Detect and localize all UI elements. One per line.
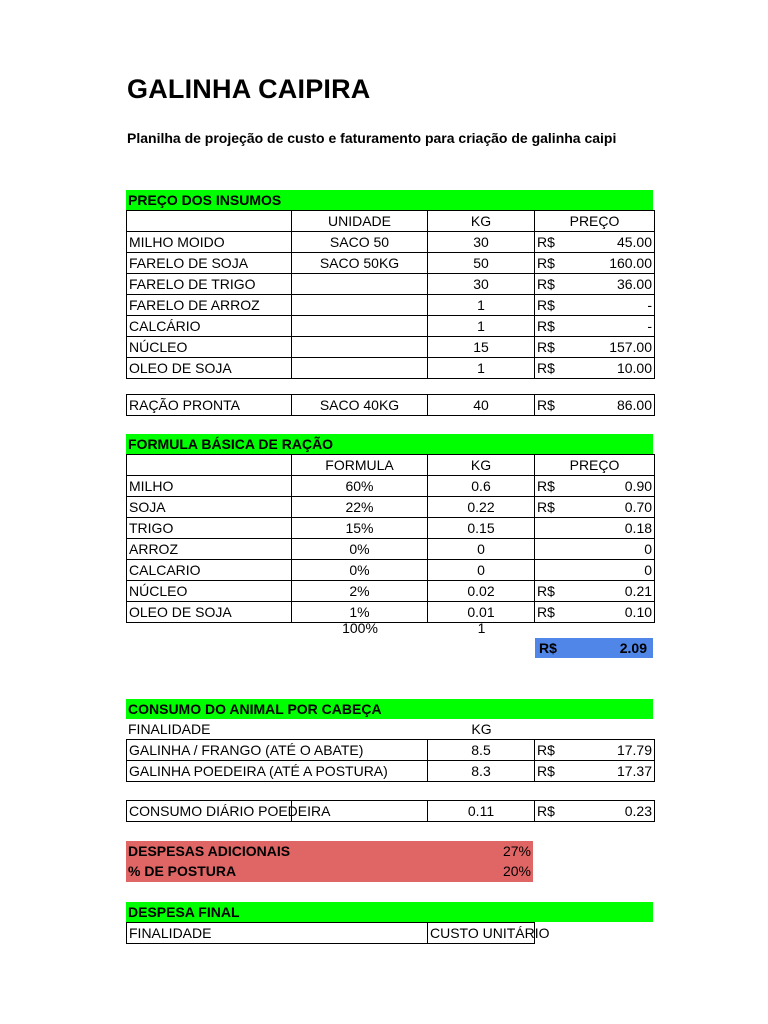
insumos-preco: 157.00 bbox=[575, 337, 655, 358]
formula-section-header: FORMULA BÁSICA DE RAÇÃO bbox=[126, 434, 653, 454]
insumos-row bbox=[127, 295, 655, 316]
formula-item: CALCARIO bbox=[127, 560, 292, 581]
formula-currency: R$ bbox=[535, 476, 575, 497]
insumos-item: FARELO DE TRIGO bbox=[127, 274, 292, 295]
formula-item: SOJA bbox=[127, 497, 292, 518]
formula-percent: 15% bbox=[292, 518, 428, 539]
insumos-unidade bbox=[292, 358, 428, 379]
consumo-preco: 17.79 bbox=[575, 740, 655, 761]
formula-percent: 22% bbox=[292, 497, 428, 518]
despesas-adicionais-row bbox=[128, 841, 531, 861]
consumo-row bbox=[127, 761, 655, 782]
despesa-final-col-finalidade: FINALIDADE bbox=[127, 923, 428, 944]
formula-currency: R$ bbox=[535, 497, 575, 518]
formula-total-percent: 100% bbox=[342, 620, 378, 636]
insumos-currency: R$ bbox=[535, 295, 575, 316]
formula-kg: 0 bbox=[428, 560, 535, 581]
formula-percent: 0% bbox=[292, 560, 428, 581]
consumo-row bbox=[127, 740, 655, 761]
formula-preco: 0.90 bbox=[575, 476, 655, 497]
insumos-currency: R$ bbox=[535, 232, 575, 253]
insumos-kg: 1 bbox=[428, 316, 535, 337]
insumos-col-unidade: UNIDADE bbox=[292, 211, 428, 232]
formula-percent: 0% bbox=[292, 539, 428, 560]
formula-total-kg: 1 bbox=[477, 620, 486, 636]
adicionais-band bbox=[126, 841, 533, 882]
insumos-row bbox=[127, 232, 655, 253]
insumos-currency: R$ bbox=[535, 316, 575, 337]
page-subtitle: Planilha de projeção de custo e faturamento para criação de galinha caipi bbox=[127, 130, 617, 146]
formula-kg: 0.01 bbox=[428, 602, 535, 623]
consumo-currency: R$ bbox=[535, 740, 575, 761]
formula-row bbox=[127, 518, 655, 539]
insumos-unidade bbox=[292, 316, 428, 337]
formula-kg: 0.6 bbox=[428, 476, 535, 497]
insumos-col-kg: KG bbox=[428, 211, 535, 232]
formula-currency bbox=[535, 539, 575, 560]
insumos-item: MILHO MOIDO bbox=[127, 232, 292, 253]
insumos-row bbox=[127, 316, 655, 337]
consumo-col-finalidade: FINALIDADE bbox=[128, 721, 211, 737]
formula-percent: 60% bbox=[292, 476, 428, 497]
formula-item: ARROZ bbox=[127, 539, 292, 560]
formula-item: OLEO DE SOJA bbox=[127, 602, 292, 623]
despesas-adicionais-value: 27% bbox=[502, 843, 531, 859]
consumo-item: GALINHA / FRANGO (ATÉ O ABATE) bbox=[127, 740, 428, 761]
consumo-table bbox=[126, 739, 655, 782]
formula-currency bbox=[535, 560, 575, 581]
racao-pronta-preco: 86.00 bbox=[575, 395, 655, 416]
insumos-unidade: SACO 50KG bbox=[292, 253, 428, 274]
insumos-kg: 15 bbox=[428, 337, 535, 358]
formula-kg: 0.22 bbox=[428, 497, 535, 518]
racao-pronta-unidade: SACO 40KG bbox=[292, 395, 428, 416]
formula-preco: 0 bbox=[575, 560, 655, 581]
formula-item: TRIGO bbox=[127, 518, 292, 539]
formula-currency: R$ bbox=[535, 581, 575, 602]
insumos-col-preco: PREÇO bbox=[535, 211, 655, 232]
formula-row bbox=[127, 539, 655, 560]
despesas-adicionais-label: DESPESAS ADICIONAIS bbox=[128, 843, 291, 859]
formula-kg: 0.15 bbox=[428, 518, 535, 539]
formula-preco: 0.70 bbox=[575, 497, 655, 518]
racao-pronta-table bbox=[126, 394, 655, 416]
consumo-preco: 17.37 bbox=[575, 761, 655, 782]
insumos-preco: 45.00 bbox=[575, 232, 655, 253]
racao-pronta-kg: 40 bbox=[428, 395, 535, 416]
formula-kg: 0 bbox=[428, 539, 535, 560]
insumos-unidade bbox=[292, 337, 428, 358]
despesa-final-table bbox=[126, 922, 550, 944]
insumos-kg: 1 bbox=[428, 358, 535, 379]
formula-item: NÚCLEO bbox=[127, 581, 292, 602]
consumo-diario-table bbox=[126, 800, 655, 822]
formula-total-currency: R$ bbox=[539, 640, 557, 656]
insumos-row bbox=[127, 337, 655, 358]
formula-preco: 0 bbox=[575, 539, 655, 560]
insumos-unidade bbox=[292, 295, 428, 316]
postura-label: % DE POSTURA bbox=[128, 863, 237, 879]
consumo-diario-row bbox=[127, 801, 655, 822]
insumos-section-header: PREÇO DOS INSUMOS bbox=[126, 190, 653, 210]
consumo-diario-item: CONSUMO DIÁRIO POEDEIRA bbox=[127, 801, 292, 822]
insumos-preco: 160.00 bbox=[575, 253, 655, 274]
formula-currency: R$ bbox=[535, 602, 575, 623]
insumos-item: NÚCLEO bbox=[127, 337, 292, 358]
formula-preco: 0.18 bbox=[575, 518, 655, 539]
formula-preco: 0.21 bbox=[575, 581, 655, 602]
formula-col-kg: KG bbox=[428, 455, 535, 476]
insumos-row bbox=[127, 358, 655, 379]
consumo-kg: 8.5 bbox=[428, 740, 535, 761]
formula-col-formula: FORMULA bbox=[292, 455, 428, 476]
formula-currency bbox=[535, 518, 575, 539]
consumo-kg: 8.3 bbox=[428, 761, 535, 782]
consumo-col-kg: KG bbox=[471, 721, 492, 737]
page-title: GALINHA CAIPIRA bbox=[127, 74, 371, 104]
despesa-final-header-row bbox=[127, 923, 535, 944]
insumos-header-blank bbox=[127, 211, 292, 232]
consumo-item: GALINHA POEDEIRA (ATÉ A POSTURA) bbox=[127, 761, 428, 782]
formula-row bbox=[127, 581, 655, 602]
insumos-unidade bbox=[292, 274, 428, 295]
insumos-item: FARELO DE ARROZ bbox=[127, 295, 292, 316]
formula-header-row bbox=[127, 455, 655, 476]
insumos-preco: - bbox=[575, 316, 655, 337]
racao-pronta-row bbox=[127, 395, 655, 416]
postura-row bbox=[128, 861, 531, 881]
insumos-table bbox=[126, 210, 655, 379]
formula-item: MILHO bbox=[127, 476, 292, 497]
insumos-kg: 30 bbox=[428, 232, 535, 253]
formula-col-preco: PREÇO bbox=[535, 455, 655, 476]
despesa-final-section-header: DESPESA FINAL bbox=[126, 902, 653, 922]
consumo-diario-preco: 0.23 bbox=[575, 801, 655, 822]
despesa-final-col-custo: CUSTO UNITÁRIO bbox=[428, 923, 535, 944]
racao-pronta-item: RAÇÃO PRONTA bbox=[127, 395, 292, 416]
formula-row bbox=[127, 560, 655, 581]
insumos-row bbox=[127, 253, 655, 274]
insumos-item: FARELO DE SOJA bbox=[127, 253, 292, 274]
formula-preco: 0.10 bbox=[575, 602, 655, 623]
insumos-header-row bbox=[127, 211, 655, 232]
insumos-preco: 36.00 bbox=[575, 274, 655, 295]
consumo-diario-kg: 0.11 bbox=[428, 801, 535, 822]
insumos-kg: 30 bbox=[428, 274, 535, 295]
insumos-unidade: SACO 50 bbox=[292, 232, 428, 253]
formula-row bbox=[127, 497, 655, 518]
formula-percent: 2% bbox=[292, 581, 428, 602]
insumos-currency: R$ bbox=[535, 337, 575, 358]
insumos-item: OLEO DE SOJA bbox=[127, 358, 292, 379]
consumo-section-header: CONSUMO DO ANIMAL POR CABEÇA bbox=[126, 699, 653, 719]
formula-percent: 1% bbox=[292, 602, 428, 623]
formula-table bbox=[126, 454, 655, 623]
formula-total-price-box bbox=[535, 638, 653, 658]
consumo-diario-currency: R$ bbox=[535, 801, 575, 822]
insumos-currency: R$ bbox=[535, 358, 575, 379]
formula-total-price: 2.09 bbox=[619, 640, 647, 656]
insumos-preco: - bbox=[575, 295, 655, 316]
insumos-currency: R$ bbox=[535, 253, 575, 274]
insumos-kg: 1 bbox=[428, 295, 535, 316]
formula-kg: 0.02 bbox=[428, 581, 535, 602]
formula-header-blank bbox=[127, 455, 292, 476]
insumos-item: CALCÁRIO bbox=[127, 316, 292, 337]
postura-value: 20% bbox=[502, 863, 531, 879]
insumos-row bbox=[127, 274, 655, 295]
insumos-currency: R$ bbox=[535, 274, 575, 295]
insumos-preco: 10.00 bbox=[575, 358, 655, 379]
consumo-currency: R$ bbox=[535, 761, 575, 782]
formula-row bbox=[127, 476, 655, 497]
insumos-kg: 50 bbox=[428, 253, 535, 274]
racao-pronta-currency: R$ bbox=[535, 395, 575, 416]
